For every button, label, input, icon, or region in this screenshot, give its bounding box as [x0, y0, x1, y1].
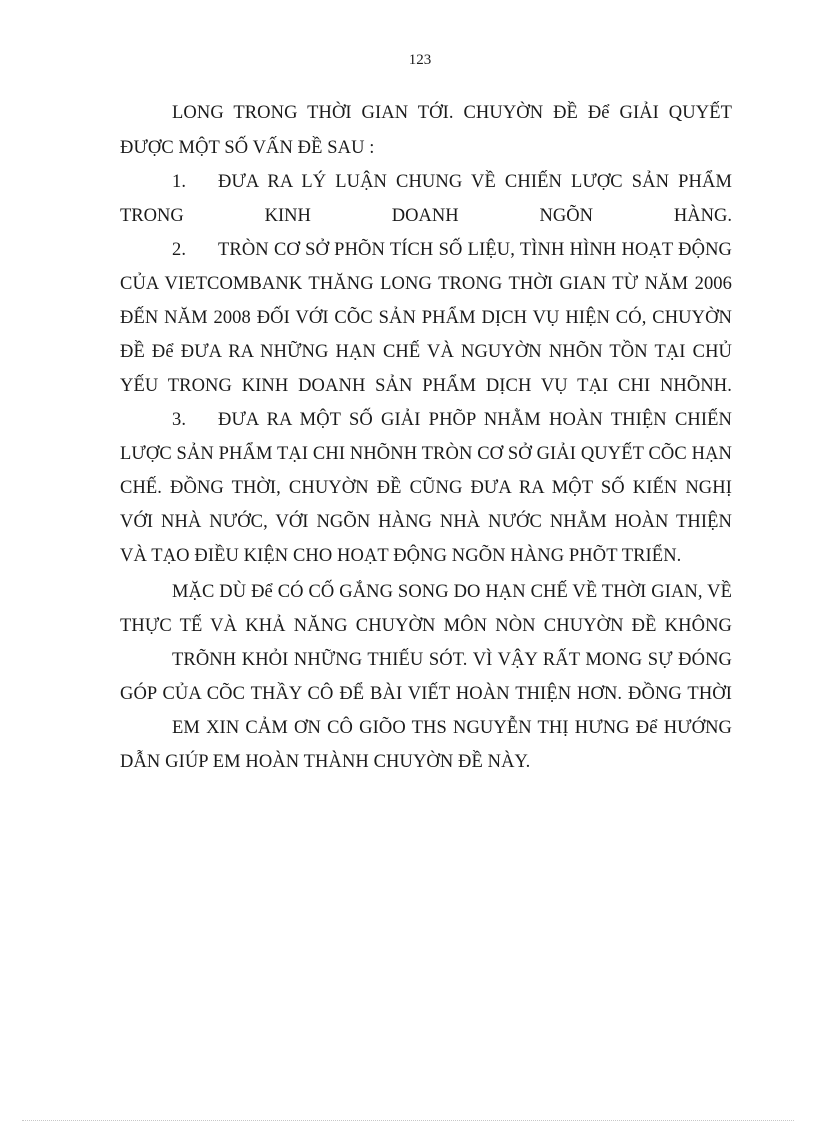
paragraph-line: LONG TRONG THỜI GIAN TỚI. CHUYỜN ĐỀ Để GIẢI QUYẾT	[172, 103, 732, 123]
list-item-1-spread-line	[120, 206, 732, 227]
paragraph-line: VỚI NHÀ NƯỚC, VỚI NGÕN HÀNG NHÀ NƯỚC NHẰM HOÀN THIỆN	[120, 512, 732, 532]
page-number: 123	[408, 52, 432, 68]
paragraph-line: EM XIN CẢM ƠN CÔ GIÕO THS NGUYỄN THỊ HƯNG Để HƯỚNG	[172, 718, 732, 738]
list-item-text: ĐƯA RA LÝ LUẬN CHUNG VỀ CHIẾN LƯỢC SẢN PHẨM	[218, 172, 732, 192]
paragraph-line: MẶC DÙ Để CÓ CỐ GẮNG SONG DO HẠN CHẾ VỀ THỜI GIAN, VỀ	[172, 582, 732, 602]
list-number: 2.	[172, 240, 187, 260]
paragraph-line: ĐỀ Để ĐƯA RA NHỮNG HẠN CHẾ VÀ NGUYỜN NHÕN TỒN TẠI CHỦ	[120, 342, 732, 362]
list-item-1-line	[172, 172, 732, 193]
paragraph-line: THỰC TẾ VÀ KHẢ NĂNG CHUYỜN MÔN NÒN CHUYỜN ĐỀ KHÔNG	[120, 616, 732, 636]
paragraph-line: TRÕNH KHỎI NHỮNG THIẾU SÓT. VÌ VẬY RẤT MONG SỰ ĐÓNG	[172, 650, 732, 670]
list-item-3-line	[172, 410, 732, 431]
list-number: 1.	[172, 172, 187, 192]
spread-word: HÀNG.	[673, 206, 732, 226]
paragraph-line: CHẾ. ĐỒNG THỜI, CHUYỜN ĐỀ CŨNG ĐƯA RA MỘT SỐ KIẾN NGHỊ	[120, 478, 732, 498]
paragraph-line: ĐƯỢC MỘT SỐ VẤN ĐỀ SAU :	[120, 138, 375, 158]
spread-word: KINH	[264, 206, 311, 226]
paragraph-line: LƯỢC SẢN PHẨM TẠI CHI NHÕNH TRÒN CƠ SỞ GIẢI QUYẾT CÕC HẠN	[120, 444, 732, 464]
paragraph-line: DẪN GIÚP EM HOÀN THÀNH CHUYỜN ĐỀ NÀY.	[120, 752, 531, 772]
paragraph-line: ĐẾN NĂM 2008 ĐỐI VỚI CÕC SẢN PHẨM DỊCH VỤ HIỆN CÓ, CHUYỜN	[120, 308, 732, 328]
list-number: 3.	[172, 410, 187, 430]
list-item-text: TRÒN CƠ SỞ PHÕN TÍCH SỐ LIỆU, TÌNH HÌNH HOẠT ĐỘNG	[218, 240, 732, 260]
spread-word: TRONG	[120, 206, 184, 226]
paragraph-line: GÓP CỦA CÕC THẦY CÔ ĐỂ BÀI VIẾT HOÀN THIỆN HƠN. ĐỒNG THỜI	[120, 684, 732, 704]
spread-word: DOANH	[391, 206, 459, 226]
page-bottom-border	[22, 1120, 794, 1121]
paragraph-line: VÀ TẠO ĐIỀU KIỆN CHO HOẠT ĐỘNG NGÕN HÀNG PHÕT TRIỂN.	[120, 546, 682, 566]
spread-word: NGÕN	[539, 206, 593, 226]
list-item-text: ĐƯA RA MỘT SỐ GIẢI PHÕP NHẰM HOÀN THIỆN CHIẾN	[218, 410, 732, 430]
list-item-2-line	[172, 240, 732, 261]
paragraph-line: CỦA VIETCOMBANK THĂNG LONG TRONG THỜI GIAN TỪ NĂM 2006	[120, 274, 732, 294]
paragraph-line: YẾU TRONG KINH DOANH SẢN PHẨM DỊCH VỤ TẠI CHI NHÕNH.	[120, 376, 732, 396]
